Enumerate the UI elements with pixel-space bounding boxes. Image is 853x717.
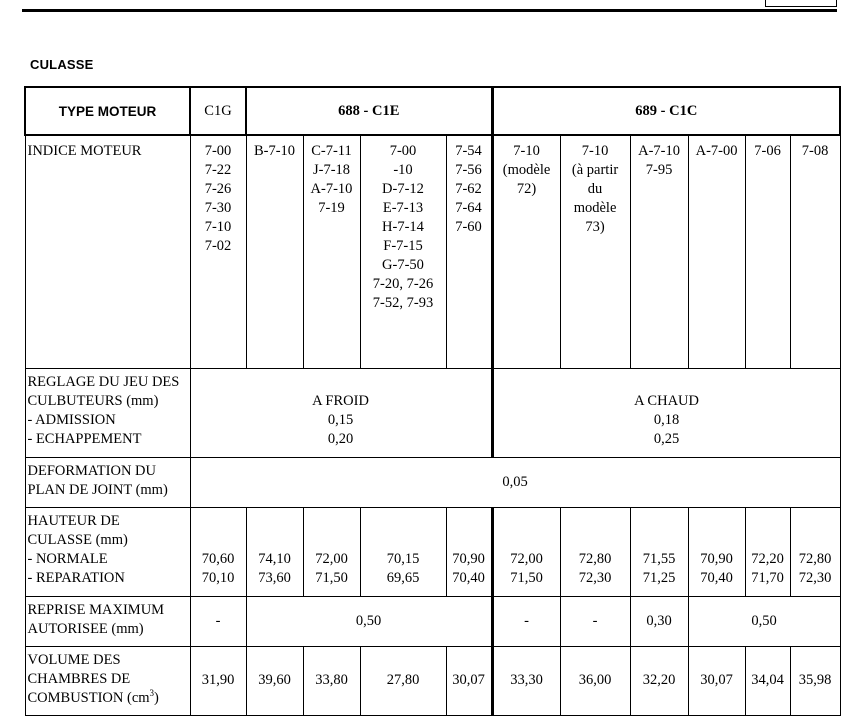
hauteur-label: HAUTEUR DE CULASSE (mm) - NORMALE - REPARATION [25, 507, 190, 596]
indice-col-5: 7-54 7-56 7-62 7-64 7-60 [446, 135, 492, 368]
indice-col-1: 7-00 7-22 7-26 7-30 7-10 7-02 [190, 135, 246, 368]
top-tab-box [765, 0, 837, 7]
hauteur-col-10: 72,20 71,70 [745, 507, 790, 596]
header-row [25, 87, 840, 135]
indice-row [25, 135, 840, 368]
indice-col-10: 7-06 [745, 135, 790, 368]
reprise-c1g: - [190, 596, 246, 646]
volume-label: VOLUME DES CHAMBRES DE COMBUSTION $(cm^3)$ [25, 646, 190, 715]
volume-col-3: 33,80 [303, 646, 360, 715]
reprise-row [25, 596, 840, 646]
hauteur-col-8: 71,55 71,25 [630, 507, 688, 596]
deformation-label: DEFORMATION DU PLAN DE JOINT (mm) [25, 457, 190, 507]
reglage-label: REGLAGE DU JEU DES CULBUTEURS (mm) - ADMISSION - ECHAPPEMENT [25, 368, 190, 457]
type-688-c1e: 688 - C1E [246, 87, 492, 135]
hauteur-col-7: 72,80 72,30 [560, 507, 630, 596]
culasse-table [24, 86, 841, 716]
volume-col-1: 31,90 [190, 646, 246, 715]
indice-col-7: 7-10 (à partir du modèle 73) [560, 135, 630, 368]
deformation-row [25, 457, 840, 507]
volume-col-9: 30,07 [688, 646, 745, 715]
reprise-col-8: 0,30 [630, 596, 688, 646]
deformation-value: 0,05 [190, 457, 840, 507]
hauteur-row [25, 507, 840, 596]
indice-label: INDICE MOTEUR [25, 135, 190, 368]
volume-col-10: 34,04 [745, 646, 790, 715]
indice-col-3: C-7-11 J-7-18 A-7-10 7-19 [303, 135, 360, 368]
reprise-688: 0,50 [246, 596, 492, 646]
reglage-chaud: A CHAUD 0,18 0,25 [492, 368, 840, 457]
hauteur-col-2: 74,10 73,60 [246, 507, 303, 596]
volume-col-7: 36,00 [560, 646, 630, 715]
volume-col-11: 35,98 [790, 646, 840, 715]
indice-col-6: 7-10 (modèle 72) [492, 135, 560, 368]
hauteur-col-3: 72,00 71,50 [303, 507, 360, 596]
hauteur-col-5: 70,90 70,40 [446, 507, 492, 596]
hauteur-col-11: 72,80 72,30 [790, 507, 840, 596]
hauteur-col-6: 72,00 71,50 [492, 507, 560, 596]
section-heading: CULASSE [30, 57, 94, 72]
indice-col-11: 7-08 [790, 135, 840, 368]
type-moteur-label: TYPE MOTEUR [25, 87, 190, 135]
volume-col-6: 33,30 [492, 646, 560, 715]
hauteur-col-1: 70,60 70,10 [190, 507, 246, 596]
indice-col-8: A-7-10 7-95 [630, 135, 688, 368]
reprise-label: REPRISE MAXIMUM AUTORISEE (mm) [25, 596, 190, 646]
volume-row [25, 646, 840, 715]
reprise-col-6: - [492, 596, 560, 646]
indice-col-9: A-7-00 [688, 135, 745, 368]
reprise-col-7: - [560, 596, 630, 646]
indice-col-2: B-7-10 [246, 135, 303, 368]
volume-col-2: 39,60 [246, 646, 303, 715]
hauteur-col-9: 70,90 70,40 [688, 507, 745, 596]
type-c1g: C1G [190, 87, 246, 135]
volume-col-4: 27,80 [360, 646, 446, 715]
hauteur-col-4: 70,15 69,65 [360, 507, 446, 596]
volume-col-8: 32,20 [630, 646, 688, 715]
indice-col-4: 7-00 -10 D-7-12 E-7-13 H-7-14 F-7-15 G-7-50 7-20, 7-26 7-52, 7-93 [360, 135, 446, 368]
reprise-col-9-11: 0,50 [688, 596, 840, 646]
type-689-c1c: 689 - C1C [492, 87, 840, 135]
top-rule [22, 9, 837, 12]
reglage-froid: A FROID 0,15 0,20 [190, 368, 492, 457]
volume-col-5: 30,07 [446, 646, 492, 715]
reglage-row [25, 368, 840, 457]
